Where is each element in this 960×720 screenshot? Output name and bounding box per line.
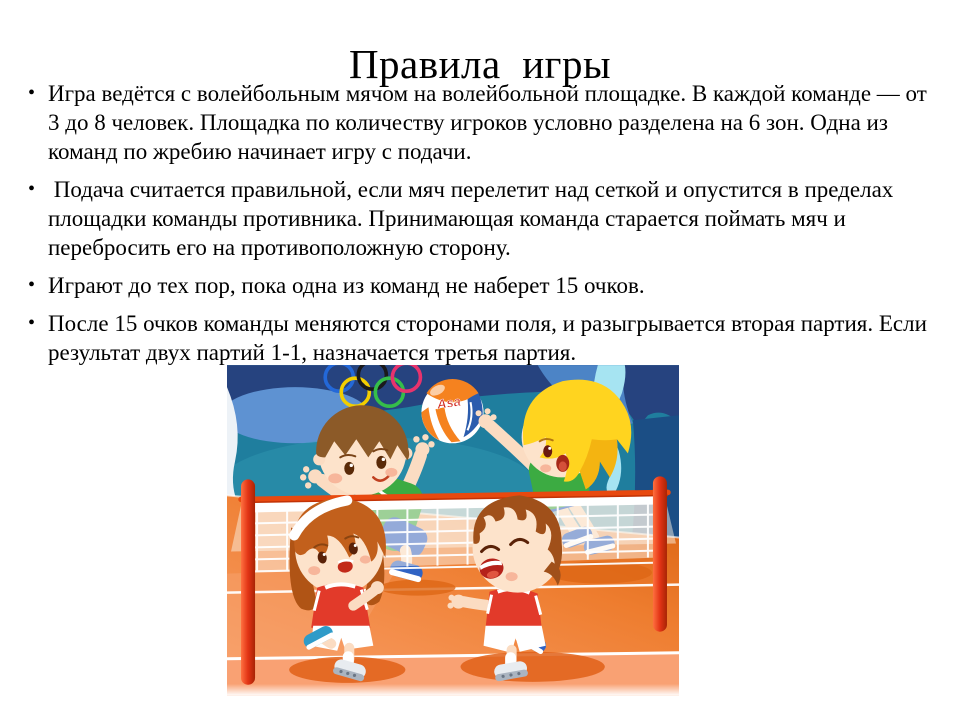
bullet-marker: •: [28, 82, 36, 104]
bullet-item: [28, 175, 936, 262]
bullet-item: [28, 271, 936, 300]
net-post-right: [653, 476, 667, 631]
bullet-item: [28, 79, 936, 166]
bullet-text: Подача считается правильной, если мяч перелетит над сеткой и опустится в пределах площадки команды противника. Принимающая команда старается поймать мяч и перебросить его на противоположную сторону.: [48, 177, 900, 260]
volleyball-illustration: [227, 365, 679, 696]
net-post-left: [241, 479, 255, 684]
bullet-text: Игра ведётся с волейбольным мячом на волейбольной площадке. В каждой команде — от 3 до 8 человек. Площадка по количеству игроков условно разделена на 6 зон. Одна из команд по жребию начинает игру с подачи.: [48, 81, 933, 164]
bullet-marker: •: [28, 312, 36, 334]
bullet-marker: •: [28, 178, 36, 200]
bullet-text: Играют до тех пор, пока одна из команд не наберет 15 очков.: [48, 273, 645, 298]
volleyball-ball: [421, 379, 483, 443]
bottom-fade: [227, 684, 679, 696]
bullet-text: После 15 очков команды меняются сторонами поля, и разыгрывается вторая партия. Если результат двух партий 1-1, назначается третья партия.: [48, 311, 933, 365]
bullet-list: [28, 79, 936, 376]
slide-title: Правила игры: [348, 41, 612, 88]
bullet-marker: •: [28, 274, 36, 296]
volleyball-illustration-svg: [227, 365, 679, 696]
ball-label: Asa: [435, 393, 462, 412]
bullet-item: [28, 309, 936, 367]
